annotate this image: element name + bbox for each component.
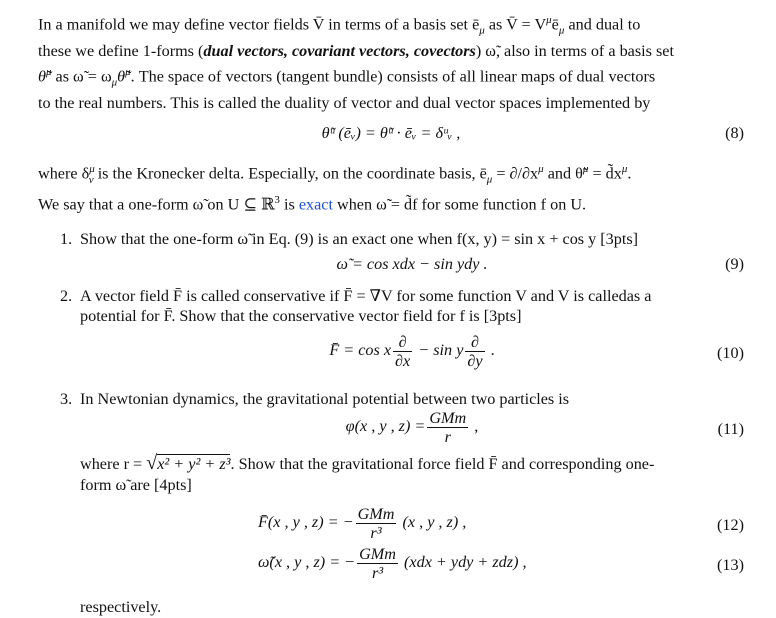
problem-2-label: 2.	[60, 286, 73, 305]
equation-8-number: (8)	[725, 124, 744, 143]
equation-8	[38, 113, 744, 153]
problem-2-line-2: potential for F̄. Show that the conservative vector field for f is [3pts]	[80, 307, 522, 326]
problem-3	[38, 389, 744, 618]
intro-line-3: as ω̃ = ω	[51, 67, 112, 86]
kronecker-paragraph: where $\delta^\mu_\nu$ is the Kronecker delta. Especially, on the coordinate basis, $ē_\mu = \partial/\partial x^\mu$ and θ̃$^\mu$ = $d̃x^\mu$. We say that a one-form ω̃ on U ⊆ ℝ$^3$ is exact when ω̃ = d̃f for some function f on U.	[38, 163, 632, 214]
equation-12-number: (12)	[717, 516, 744, 535]
equation-13-number: (13)	[717, 556, 744, 575]
problem-1-label: 1.	[60, 230, 73, 249]
paper-page	[38, 10, 744, 618]
equation-12: F̄(x , y , z) = − $\frac{\text{GMm}}{\text{r³}}$ (x , y , z) , (12)	[258, 505, 744, 543]
problem-1	[38, 229, 744, 278]
intro-line-4: to the real numbers. This is called the duality of vector and dual vector spaces implemented by	[38, 93, 651, 112]
problem-3-line-2: where r = √x² + y² + z³. Show that the gravitational force field F̄ and corresponding one-	[80, 452, 655, 475]
problem-list	[38, 229, 744, 618]
equation-13: ω̃(x , y , z) = − $\frac{\text{GMm}}{\text{r³}}$ (xdx + ydy + zdz) , (13)	[258, 545, 744, 583]
intro-emphasis: dual vectors, covariant vectors, covectors	[203, 42, 476, 61]
problem-1-text: Show that the one-form ω̃ in Eq. (9) is an exact one when f(x, y) = sin x + cos y [3pts]	[80, 230, 639, 249]
exact-link[interactable]: exact	[298, 195, 333, 214]
problem-3-closing: respectively.	[80, 598, 162, 617]
equation-10: F̄ = cos x $\frac{\partial}{\partial x}$ − sin y $\frac{\partial}{\partial y}$ . (10)	[329, 332, 744, 370]
equation-9-number: (9)	[725, 254, 744, 273]
intro-paragraph: In a manifold we may define vector fields V̄ in terms of a basis set $ē_\mu$ as V̄ = $V^\mu ē_\mu$ and dual to these we define 1-forms (dual vectors, covariant vectors, covectors) ω̃, also in terms of a basis set θ̃$^\mu$ as ω̃ = $\omega_\mu\thetã^\mu$. The space of vectors (tangent bundle) consists of all linear maps of dual vectors to the real numbers. This is called the duality of vector and dual vector spaces implemented by	[38, 10, 744, 113]
problem-3-line-1: In Newtonian dynamics, the gravitational potential between two particles is	[80, 389, 570, 408]
problem-3-label: 3.	[60, 389, 73, 408]
equation-9	[80, 250, 744, 278]
intro-line-1: In a manifold we may define vector fields V̄ in terms of a basis set ē	[38, 15, 480, 34]
equation-10-number: (10)	[717, 343, 744, 362]
problem-2-line-1: A vector field F̄ is called conservative if F̄ = ∇̄V for some function V and V is calledas a	[80, 286, 652, 305]
intro-line-2: these we define 1-forms (	[38, 42, 204, 61]
equation-11-number: (11)	[717, 420, 744, 439]
equation-9-body: ω̃ = cos xdx − sin ydy .	[336, 254, 488, 273]
equation-11: φ(x , y , z) = $\frac{\text{GMm}}{r}$ , (11)	[345, 409, 744, 447]
equation-8-body: θ̃ᵘ (ēᵥ) = θ̃ᵘ · ēᵥ = δᵘᵥ ,	[321, 124, 461, 143]
problem-2	[38, 286, 744, 377]
problem-3-line-3: form ω̃ are [4pts]	[80, 475, 192, 494]
